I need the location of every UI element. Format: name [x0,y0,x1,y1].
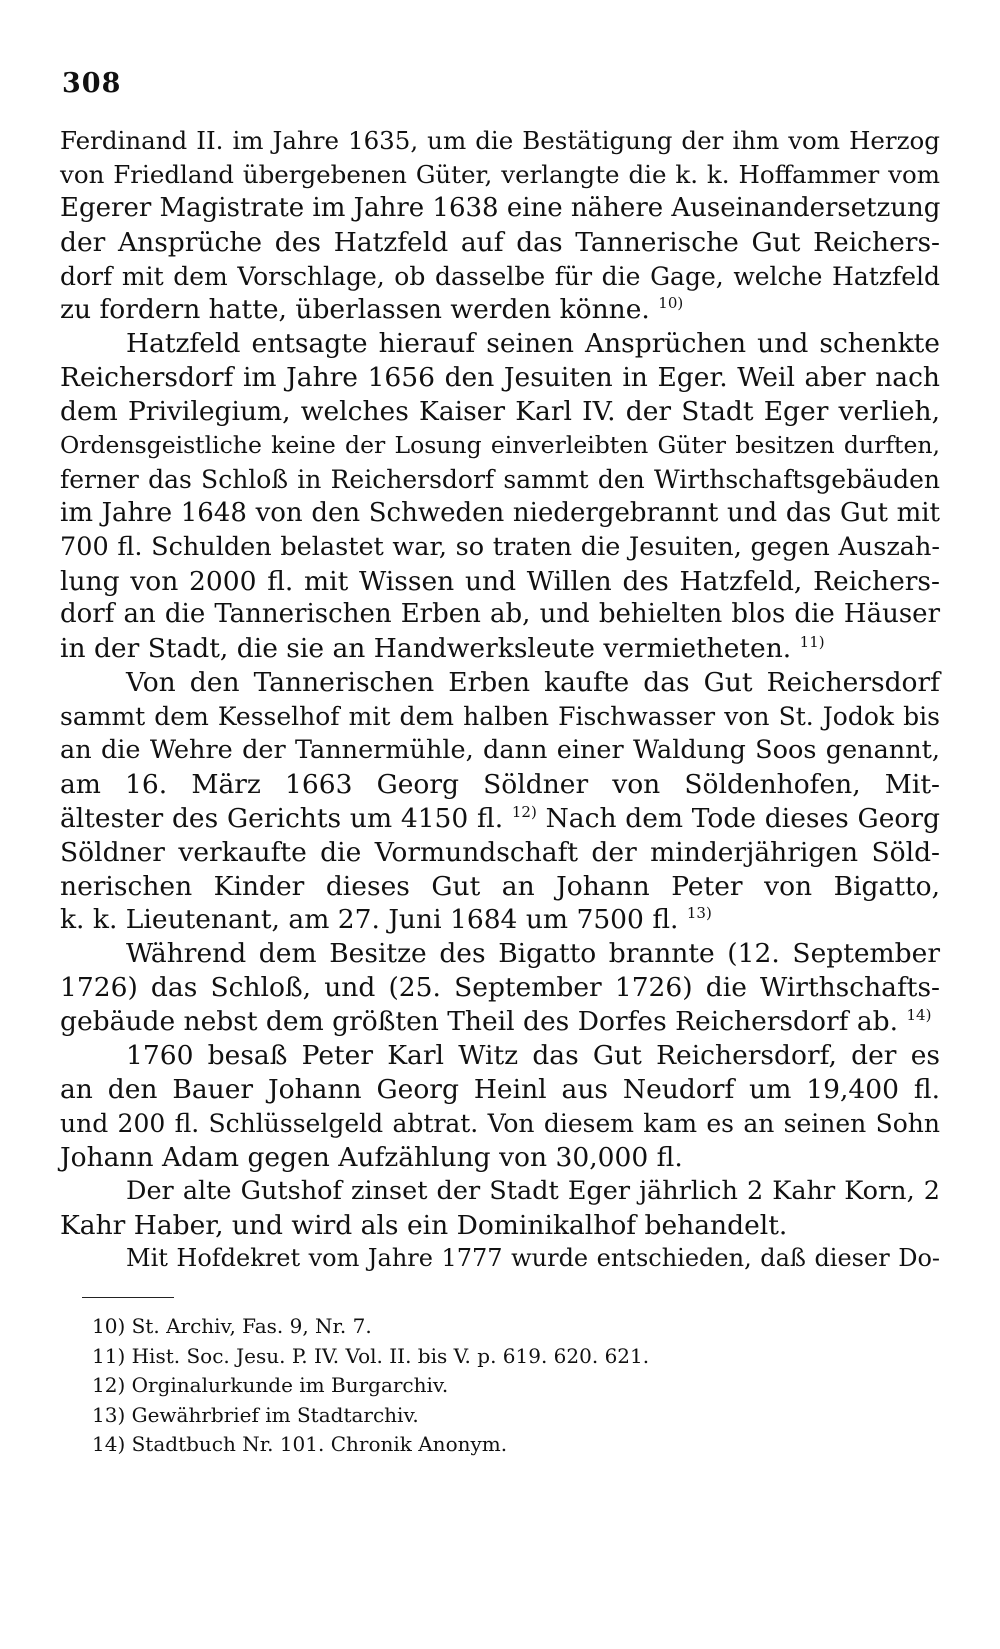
line-text: ältester des Gerichts um 4150 fl. [60,802,504,834]
footnote: 10) St. Archiv, Fas. 9, Nr. 7. [92,1314,372,1338]
text-line [60,463,940,497]
line-text: Egerer Magistrate im Jahre 1638 eine nähere Auseinandersetzung [60,192,941,223]
footnote: 13) Gewährbrief im Stadtarchiv. [92,1402,419,1427]
text-line [60,158,940,192]
text-line [60,666,940,700]
text-line [60,903,940,937]
line-text: am 16. März 1663 Georg Söldner von Söldenhofen, Mit- [60,768,940,800]
text-line [60,361,940,395]
text-line [60,531,940,565]
text-line [60,802,940,836]
line-text: ferner das Schloß in Reichersdorf sammt den Wirthschaftsgebäuden [60,464,940,494]
line-text: dorf mit dem Vorschlage, ob dasselbe für die Gage, welche Hatzfeld [60,261,940,291]
text-line [60,497,940,531]
text-line [60,1175,940,1209]
footnote: 12) Orginalurkunde im Burgarchiv. [92,1373,449,1397]
text-line [60,971,940,1005]
text-line [60,734,940,768]
line-text: in der Stadt, die sie an Handwerksleute vermietheten. [60,633,792,665]
line-text: lung von 2000 fl. mit Wissen und Willen des Hatzfeld, Reichers- [60,565,940,597]
text-line [60,1073,940,1107]
text-line [60,429,940,463]
line-text: Von den Tannerischen Erben kaufte das Gut Reichersdorf [126,667,940,699]
footnotes [92,1312,892,1460]
line-text: dem Privilegium, welches Kaiser Karl IV. der Stadt Eger verlieh, [60,396,940,428]
line-text: Mit Hofdekret vom Jahre 1777 wurde entschieden, daß dieser Do- [126,1244,940,1273]
page-number: 308 [62,68,122,99]
line-text: nerischen Kinder dieses Gut an Johann Peter von Bigatto, [60,870,940,902]
footnote-rule [82,1297,174,1298]
text-line [60,632,940,666]
text-line [60,192,940,226]
text-line [60,937,940,971]
text-line [60,1209,940,1243]
text-line [60,700,940,734]
footnote: 11) Hist. Soc. Jesu. P. IV. Vol. II. bis V. p. 619. 620. 621. [92,1343,650,1368]
line-text: 700 fl. Schulden belastet war, so traten die Jesuiten, gegen Auszah- [60,531,940,562]
line-text: k. k. Lieutenant, am 27. Juni 1684 um 7500 fl. [60,904,679,936]
text-line [60,1141,940,1175]
text-line [60,598,940,632]
line-text: 1726) das Schloß, und (25. September 1726) die Wirthschafts- [60,972,940,1004]
line-text: im Jahre 1648 von den Schweden niedergebrannt und das Gut mit [60,497,940,528]
line-text: von Friedland übergebenen Güter, verlangte die k. k. Hoffammer vom [60,159,940,189]
line-text: gebäude nebst dem größten Theil des Dorfes Reichersdorf ab. [60,1006,899,1038]
text-line [60,565,940,599]
text-line [60,293,940,327]
line-text: an die Wehre der Tannermühle, dann einer Waldung Soos genannt, [60,735,940,766]
line-text: sammt dem Kesselhof mit dem halben Fischwasser von St. Jodok bis [60,702,940,732]
line-text: und 200 fl. Schlüsselgeld abtrat. Von diesem kam es an seinen Sohn [60,1108,940,1138]
body-text [60,124,940,1276]
text-line [60,1107,940,1141]
text-line [60,836,940,870]
footnote-ref: 14) [906,1006,932,1025]
text-line [60,226,940,260]
line-text: Johann Adam gegen Aufzählung von 30,000 fl. [60,1141,683,1173]
line-text: der Ansprüche des Hatzfeld auf das Tannerische Gut Reichers- [60,226,940,258]
footnote: 14) Stadtbuch Nr. 101. Chronik Anonym. [92,1432,508,1456]
line-text: Während dem Besitze des Bigatto brannte (12. September [126,938,940,970]
text-line [60,1039,940,1073]
text-line [60,1005,940,1039]
line-text: Ferdinand II. im Jahre 1635, um die Bestätigung der ihm vom Herzog [60,126,940,155]
line-text-tail: Nach dem Tode dieses Georg [545,802,940,834]
text-line [60,260,940,294]
footnote-ref: 13) [686,904,712,923]
line-text: Reichersdorf im Jahre 1656 den Jesuiten in Eger. Weil aber nach [60,362,940,394]
text-line [60,327,940,361]
text-line [60,768,940,802]
line-text: zu fordern hatte, überlassen werden könne. [60,294,650,326]
text-line [60,870,940,904]
footnote-ref: 10) [658,294,684,313]
line-text: Ordensgeistliche keine der Losung einverleibten Güter besitzen durften, [60,431,940,460]
text-line [60,395,940,429]
line-text: dorf an die Tannerischen Erben ab, und behielten blos die Häuser [60,599,940,630]
line-text: Der alte Gutshof zinset der Stadt Eger jährlich 2 Kahr Korn, 2 [126,1175,940,1206]
line-text: Kahr Haber, und wird als ein Dominikalhof behandelt. [60,1209,788,1241]
line-text: Hatzfeld entsagte hierauf seinen Ansprüchen und schenkte [126,328,940,360]
footnote-ref: 11) [799,633,825,652]
text-line [60,1242,940,1276]
line-text: 1760 besaß Peter Karl Witz das Gut Reichersdorf, der es [126,1040,940,1072]
footnote-ref: 12) [511,802,537,821]
line-text: Söldner verkaufte die Vormundschaft der minderjährigen Söld- [60,836,940,868]
text-line [60,124,940,158]
line-text: an den Bauer Johann Georg Heinl aus Neudorf um 19,400 fl. [60,1073,940,1105]
